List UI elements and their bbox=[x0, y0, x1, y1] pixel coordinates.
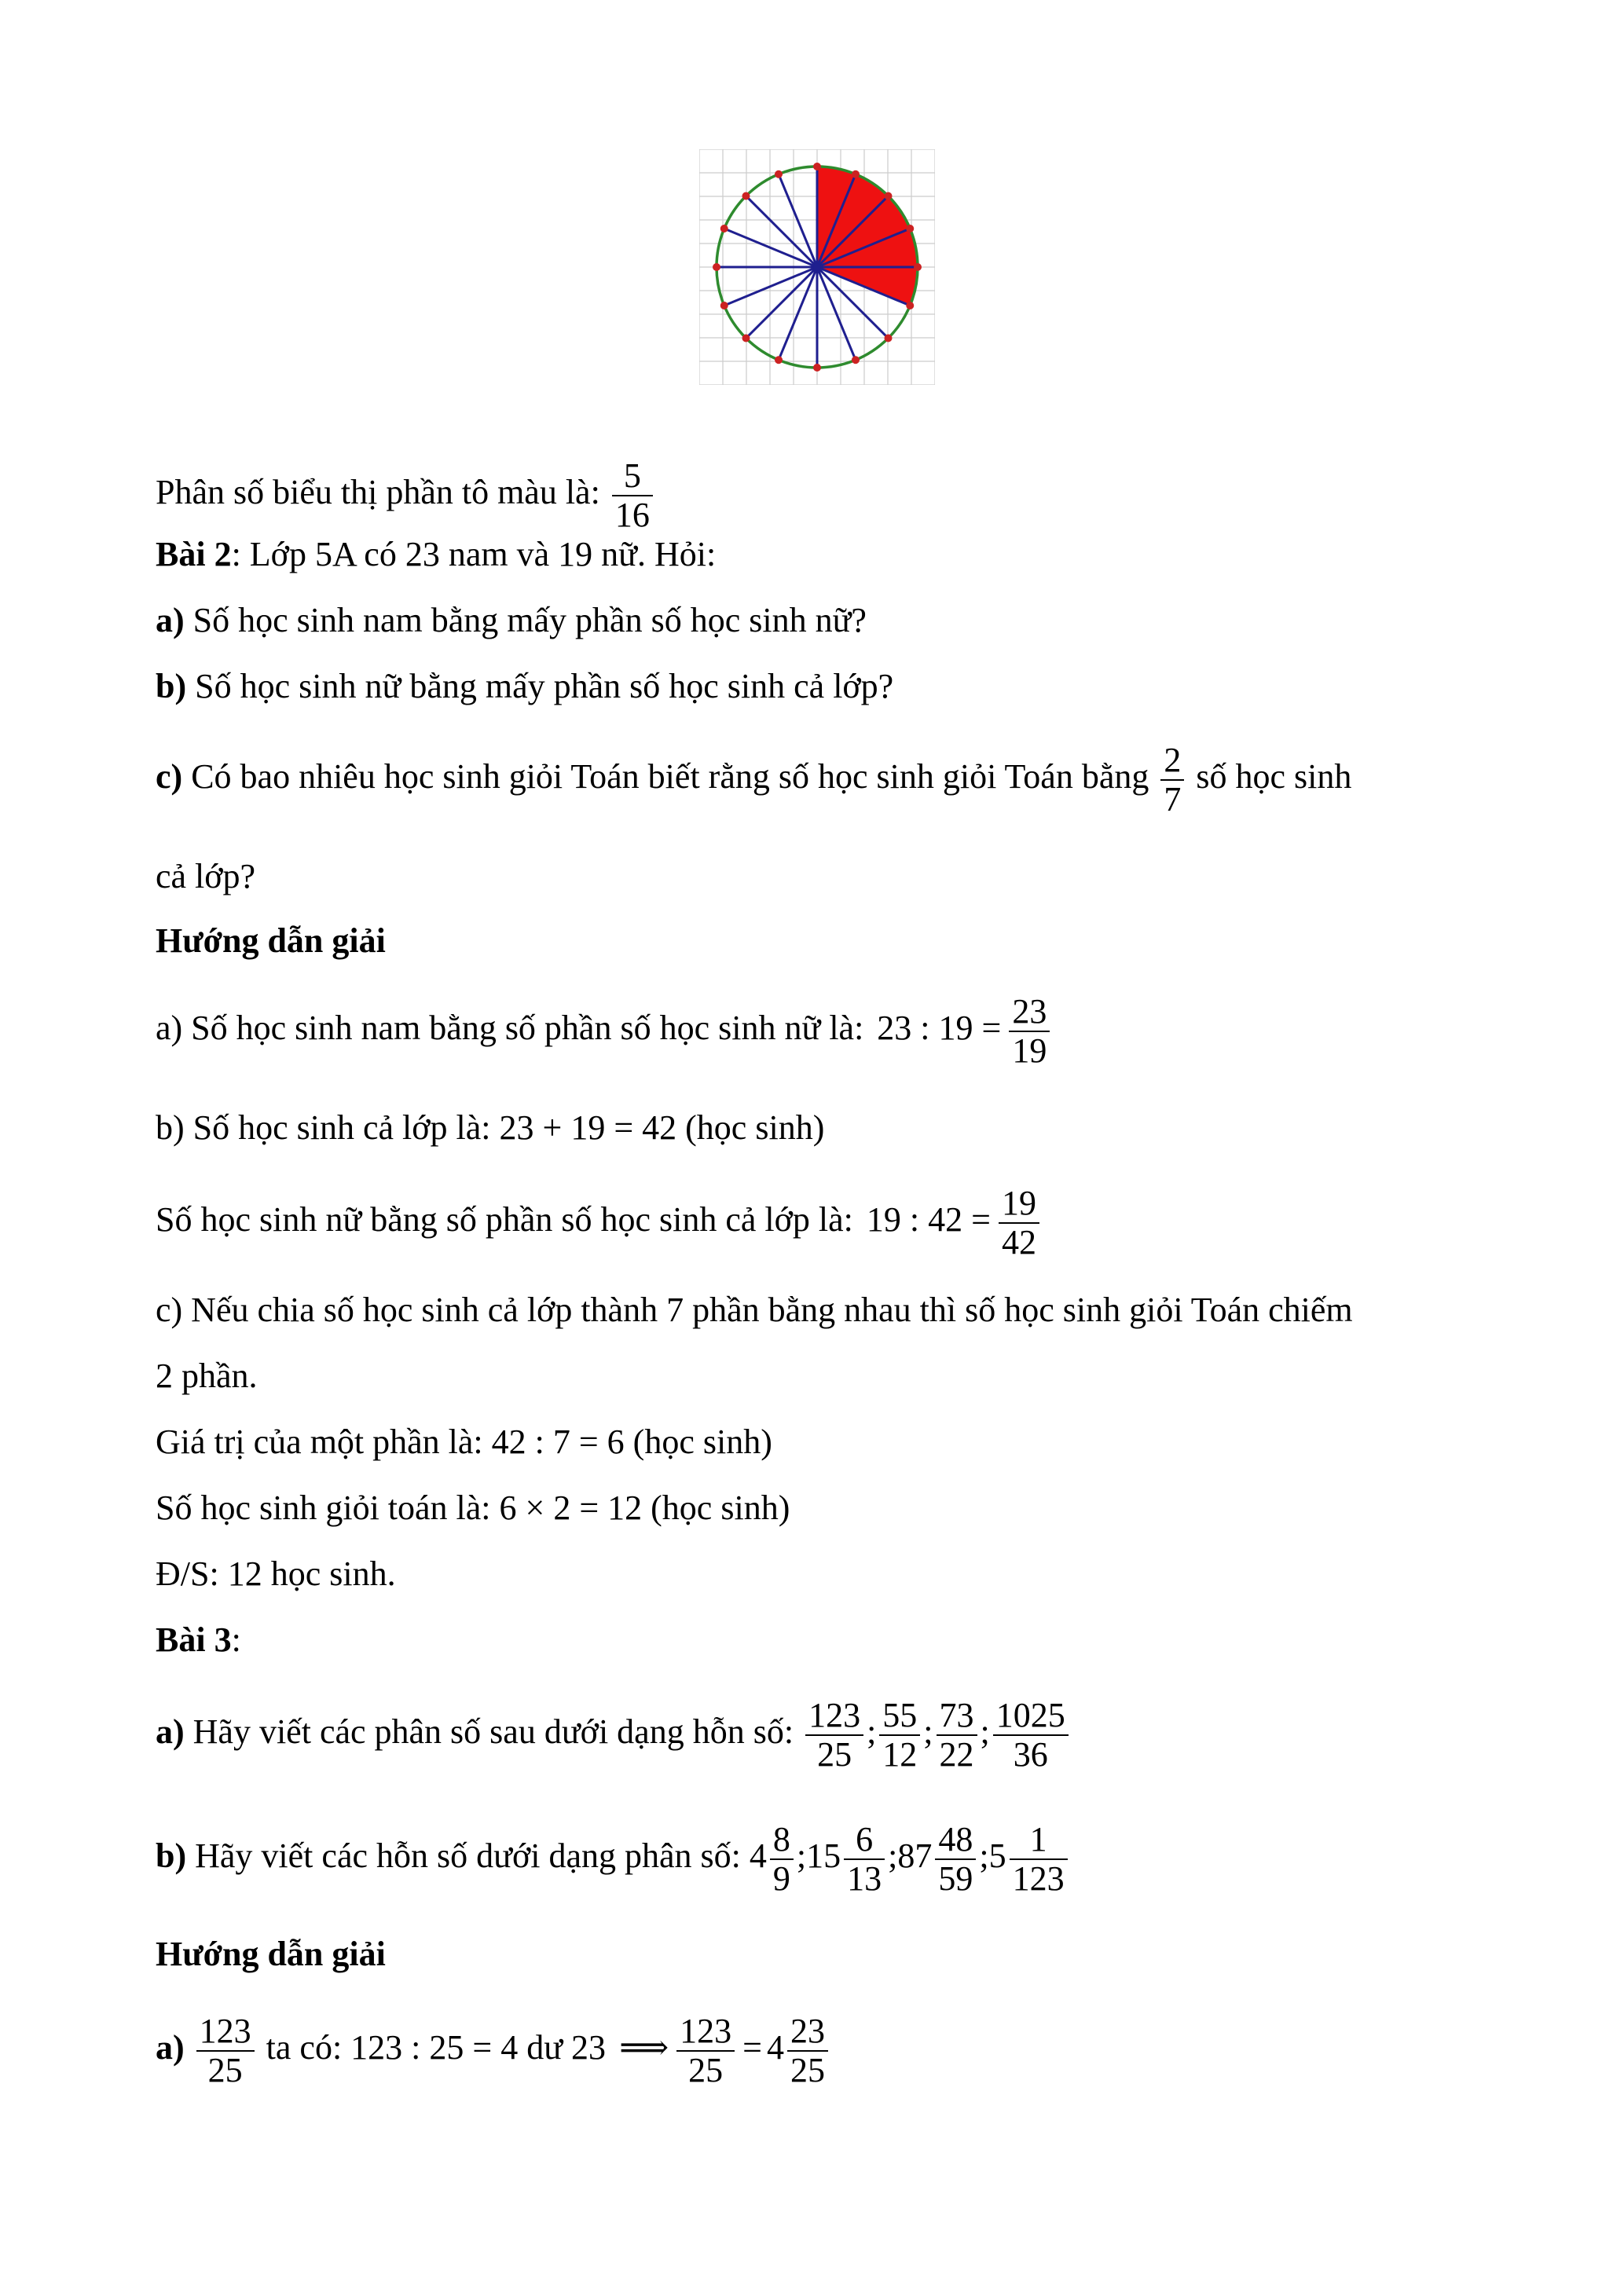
boundary-point bbox=[720, 302, 728, 309]
boundary-point bbox=[775, 356, 783, 364]
solution-heading-2: Hướng dẫn giải bbox=[156, 1935, 386, 1973]
boundary-point bbox=[720, 225, 728, 233]
fraction-23-25: $\frac{23}{25}$ bbox=[787, 2012, 828, 2089]
fraction-19-42: $\frac{19}{42}$ bbox=[999, 1185, 1039, 1262]
mixed-5-1-123: $\frac{1}{123}$ bbox=[1010, 1821, 1068, 1898]
boundary-point bbox=[906, 225, 914, 233]
radius-spoke bbox=[746, 196, 817, 267]
fraction-123-25-b: $\frac{123}{25}$ bbox=[676, 2012, 735, 2089]
fraction-123-25-a: $\frac{123}{25}$ bbox=[196, 2012, 255, 2089]
boundary-point bbox=[713, 263, 720, 271]
solution-b-line: b) Số học sinh cả lớp là: 23 + 19 = 42 (học sinh) bbox=[156, 1108, 825, 1147]
fraction-55-12: $\frac{55}{12}$ bbox=[879, 1697, 920, 1774]
mixed-15-6-13: $\frac{6}{13}$ bbox=[844, 1821, 885, 1898]
exercise-3-question-b: b) Hãy viết các hỗn số dưới dạng phân số: 4 $\frac{8}{9}$ ;15 $\frac{6}{13}$ ;87 $\frac{48}{59}$ ;5 $\frac{1}{123}$ bbox=[156, 1821, 1071, 1898]
boundary-point bbox=[813, 163, 821, 170]
boundary-point bbox=[885, 192, 893, 200]
solution-3a-line: a) $\frac{123}{25}$ ta có: 123 : 25 = 4 dư 23 ⟹ $\frac{123}{25}$ = 4 $\frac{23}{25}$ bbox=[156, 2012, 831, 2089]
solution-heading-1: Hướng dẫn giải bbox=[156, 921, 386, 960]
solution-b-fraction-line: Số học sinh nữ bằng số phần số học sinh cả lớp là: 19 : 42 = $\frac{19}{42}$ bbox=[156, 1185, 1043, 1262]
boundary-point bbox=[852, 356, 860, 364]
fraction-123-25: $\frac{123}{25}$ bbox=[805, 1697, 863, 1774]
answer-line: Đ/S: 12 học sinh. bbox=[156, 1554, 396, 1593]
shaded-fraction-line: Phân số biểu thị phần tô màu là: $\frac{5}{16}$ bbox=[156, 457, 656, 534]
mixed-87-48-59: $\frac{48}{59}$ bbox=[935, 1821, 976, 1898]
boundary-point bbox=[852, 170, 860, 178]
exercise-2-question-a: a) Số học sinh nam bằng mấy phần số học sinh nữ? bbox=[156, 601, 867, 639]
solution-c-value-line: Giá trị của một phần là: 42 : 7 = 6 (học sinh) bbox=[156, 1423, 772, 1461]
boundary-point bbox=[906, 302, 914, 309]
fraction-23-19: $\frac{23}{19}$ bbox=[1009, 993, 1050, 1070]
solution-c-line: c) Nếu chia số học sinh cả lớp thành 7 phần bằng nhau thì số học sinh giỏi Toán chiếm bbox=[156, 1291, 1353, 1329]
exercise-2-question-b: b) Số học sinh nữ bằng mấy phần số học sinh cả lớp? bbox=[156, 667, 894, 705]
boundary-point bbox=[885, 335, 893, 342]
fraction-1025-36: $\frac{1025}{36}$ bbox=[993, 1697, 1069, 1774]
solution-c-result-line: Số học sinh giỏi toán là: 6 × 2 = 12 (học sinh) bbox=[156, 1489, 790, 1527]
mixed-4-8-9: $\frac{8}{9}$ bbox=[770, 1821, 794, 1898]
fraction-5-16: $\frac{5}{16}$ bbox=[612, 457, 653, 534]
boundary-point bbox=[742, 192, 750, 200]
fraction-circle-figure bbox=[699, 149, 935, 385]
exercise-2-question-c: c) Có bao nhiêu học sinh giỏi Toán biết rằng số học sinh giỏi Toán bằng $\frac{2}{7}$ số học sinh bbox=[156, 741, 1352, 818]
boundary-point bbox=[914, 263, 922, 271]
boundary-point bbox=[775, 170, 783, 178]
solution-a-line: a) Số học sinh nam bằng số phần số học sinh nữ là: 23 : 19 = $\frac{23}{19}$ bbox=[156, 993, 1053, 1070]
exercise-3-question-a: a) Hãy viết các phân số sau dưới dạng hỗn số: $\frac{123}{25}$ ; $\frac{55}{12}$ ; $\frac{73}{22}$ ; $\frac{1025}{36}$ bbox=[156, 1697, 1072, 1774]
exercise-2-title: Bài 2: Lớp 5A có 23 nam và 19 nữ. Hỏi: bbox=[156, 535, 717, 573]
exercise-3-title: Bài 3: bbox=[156, 1620, 241, 1659]
fraction-2-7: $\frac{2}{7}$ bbox=[1160, 742, 1184, 818]
radius-spoke bbox=[746, 267, 817, 339]
boundary-point bbox=[742, 335, 750, 342]
exercise-2-question-c-cont: cả lớp? bbox=[156, 857, 256, 895]
boundary-point bbox=[813, 364, 821, 372]
solution-c-line-2: 2 phần. bbox=[156, 1357, 258, 1395]
fraction-73-22: $\frac{73}{22}$ bbox=[937, 1697, 977, 1774]
center-point bbox=[813, 263, 821, 271]
